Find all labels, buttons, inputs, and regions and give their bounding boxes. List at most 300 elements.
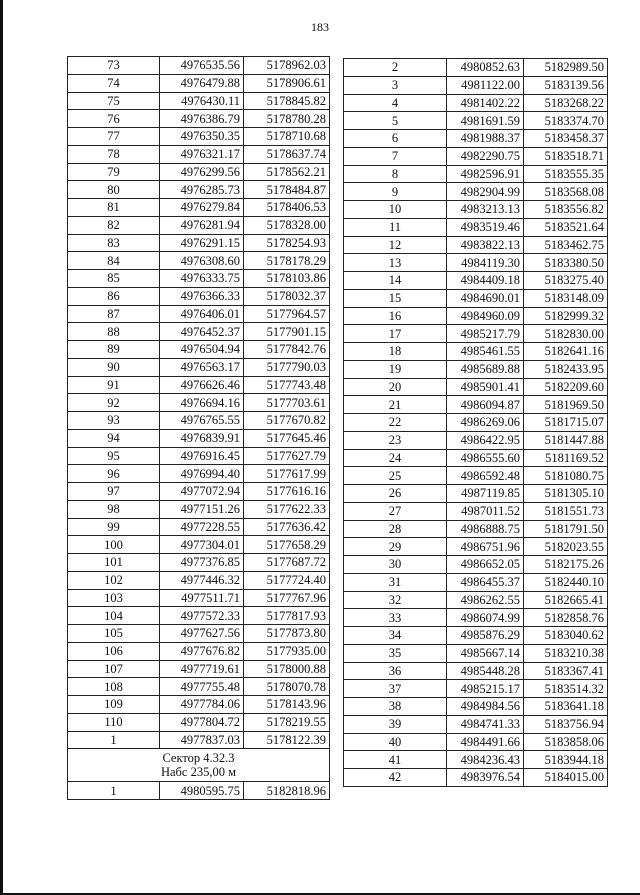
point-number-cell: 30 xyxy=(344,556,447,574)
x-coordinate-cell: 4986751.96 xyxy=(447,538,524,556)
table-row xyxy=(344,644,608,662)
x-coordinate-cell: 4984741.33 xyxy=(447,715,524,733)
y-coordinate-cell: 5183374.70 xyxy=(524,112,608,130)
point-number-cell: 5 xyxy=(344,112,447,130)
y-coordinate-cell: 5182999.32 xyxy=(524,307,608,325)
point-number-cell: 29 xyxy=(344,538,447,556)
x-coordinate-cell: 4985217.79 xyxy=(447,325,524,343)
y-coordinate-cell: 5183380.50 xyxy=(524,254,608,272)
table-row xyxy=(68,57,330,75)
y-coordinate-cell: 5178254.93 xyxy=(244,234,330,252)
y-coordinate-cell: 5181969.50 xyxy=(524,396,608,414)
x-coordinate-cell: 4981691.59 xyxy=(447,112,524,130)
x-coordinate-cell: 4984984.56 xyxy=(447,698,524,716)
y-coordinate-cell: 5183518.71 xyxy=(524,147,608,165)
table-row xyxy=(68,571,330,589)
x-coordinate-cell: 4987011.52 xyxy=(447,502,524,520)
table-row xyxy=(344,325,608,343)
y-coordinate-cell: 5177645.46 xyxy=(244,429,330,447)
y-coordinate-cell: 5183458.37 xyxy=(524,130,608,148)
table-row xyxy=(68,782,330,800)
table-row xyxy=(68,270,330,288)
y-coordinate-cell: 5183040.62 xyxy=(524,627,608,645)
point-number-cell: 26 xyxy=(344,485,447,503)
point-number-cell: 106 xyxy=(68,642,160,660)
point-number-cell: 109 xyxy=(68,696,160,714)
x-coordinate-cell: 4977376.85 xyxy=(160,554,244,572)
table-row xyxy=(344,130,608,148)
point-number-cell: 3 xyxy=(344,76,447,94)
table-row xyxy=(344,662,608,680)
point-number-cell: 27 xyxy=(344,502,447,520)
point-number-cell: 2 xyxy=(344,59,447,77)
x-coordinate-cell: 4976366.33 xyxy=(160,287,244,305)
point-number-cell: 92 xyxy=(68,394,160,412)
y-coordinate-cell: 5183944.18 xyxy=(524,751,608,769)
y-coordinate-cell: 5178219.55 xyxy=(244,713,330,731)
x-coordinate-cell: 4986074.99 xyxy=(447,609,524,627)
table-row xyxy=(344,396,608,414)
y-coordinate-cell: 5178710.68 xyxy=(244,128,330,146)
point-number-cell: 90 xyxy=(68,358,160,376)
table-row xyxy=(68,696,330,714)
x-coordinate-cell: 4983976.54 xyxy=(447,769,524,787)
y-coordinate-cell: 5184015.00 xyxy=(524,769,608,787)
table-row xyxy=(68,376,330,394)
y-coordinate-cell: 5182209.60 xyxy=(524,378,608,396)
table-row xyxy=(344,733,608,751)
point-number-cell: 37 xyxy=(344,680,447,698)
table-row xyxy=(68,713,330,731)
x-coordinate-cell: 4985689.88 xyxy=(447,360,524,378)
point-number-cell: 80 xyxy=(68,181,160,199)
x-coordinate-cell: 4976281.94 xyxy=(160,216,244,234)
point-number-cell: 40 xyxy=(344,733,447,751)
left-table-body xyxy=(68,57,330,800)
table-row xyxy=(344,680,608,698)
point-number-cell: 81 xyxy=(68,199,160,217)
point-number-cell: 84 xyxy=(68,252,160,270)
table-row xyxy=(68,358,330,376)
point-number-cell: 89 xyxy=(68,341,160,359)
point-number-cell: 42 xyxy=(344,769,447,787)
point-number-cell: 34 xyxy=(344,627,447,645)
x-coordinate-cell: 4984491.66 xyxy=(447,733,524,751)
y-coordinate-cell: 5183210.38 xyxy=(524,644,608,662)
table-row xyxy=(344,59,608,77)
table-row xyxy=(344,272,608,290)
sector-subtitle: Набс 235,00 м xyxy=(160,765,237,780)
table-row xyxy=(344,769,608,787)
table-row xyxy=(68,341,330,359)
table-row xyxy=(344,609,608,627)
point-number-cell: 103 xyxy=(68,589,160,607)
point-number-cell: 105 xyxy=(68,625,160,643)
y-coordinate-cell: 5177617.99 xyxy=(244,465,330,483)
point-number-cell: 32 xyxy=(344,591,447,609)
y-coordinate-cell: 5182175.26 xyxy=(524,556,608,574)
y-coordinate-cell: 5178780.28 xyxy=(244,110,330,128)
y-coordinate-cell: 5177767.96 xyxy=(244,589,330,607)
point-number-cell: 1 xyxy=(68,731,160,749)
y-coordinate-cell: 5177703.61 xyxy=(244,394,330,412)
x-coordinate-cell: 4976994.40 xyxy=(160,465,244,483)
table-row xyxy=(344,201,608,219)
point-number-cell: 14 xyxy=(344,272,447,290)
x-coordinate-cell: 4976563.17 xyxy=(160,358,244,376)
x-coordinate-cell: 4977228.55 xyxy=(160,518,244,536)
y-coordinate-cell: 5178122.39 xyxy=(244,731,330,749)
x-coordinate-cell: 4985461.55 xyxy=(447,343,524,361)
x-coordinate-cell: 4986455.37 xyxy=(447,573,524,591)
y-coordinate-cell: 5177627.79 xyxy=(244,447,330,465)
x-coordinate-cell: 4986555.60 xyxy=(447,449,524,467)
x-coordinate-cell: 4977837.03 xyxy=(160,731,244,749)
table-row xyxy=(68,465,330,483)
table-row xyxy=(344,236,608,254)
x-coordinate-cell: 4977151.26 xyxy=(160,500,244,518)
table-row xyxy=(68,518,330,536)
x-coordinate-cell: 4981122.00 xyxy=(447,76,524,94)
x-coordinate-cell: 4985215.17 xyxy=(447,680,524,698)
table-row xyxy=(344,147,608,165)
point-number-cell: 96 xyxy=(68,465,160,483)
point-number-cell: 9 xyxy=(344,183,447,201)
x-coordinate-cell: 4984409.18 xyxy=(447,272,524,290)
table-row xyxy=(68,163,330,181)
point-number-cell: 16 xyxy=(344,307,447,325)
table-row xyxy=(344,254,608,272)
table-row xyxy=(344,165,608,183)
y-coordinate-cell: 5183568.08 xyxy=(524,183,608,201)
x-coordinate-cell: 4976333.75 xyxy=(160,270,244,288)
table-row xyxy=(344,360,608,378)
point-number-cell: 77 xyxy=(68,128,160,146)
y-coordinate-cell: 5178328.00 xyxy=(244,216,330,234)
x-coordinate-cell: 4984236.43 xyxy=(447,751,524,769)
y-coordinate-cell: 5178000.88 xyxy=(244,660,330,678)
table-row xyxy=(344,485,608,503)
table-row xyxy=(68,128,330,146)
y-coordinate-cell: 5177616.16 xyxy=(244,483,330,501)
point-number-cell: 88 xyxy=(68,323,160,341)
y-coordinate-cell: 5182858.76 xyxy=(524,609,608,627)
x-coordinate-cell: 4977572.33 xyxy=(160,607,244,625)
table-row xyxy=(68,199,330,217)
x-coordinate-cell: 4984690.01 xyxy=(447,289,524,307)
y-coordinate-cell: 5178103.86 xyxy=(244,270,330,288)
x-coordinate-cell: 4976308.60 xyxy=(160,252,244,270)
table-row xyxy=(68,252,330,270)
x-coordinate-cell: 4981402.22 xyxy=(447,94,524,112)
y-coordinate-cell: 5178032.37 xyxy=(244,287,330,305)
x-coordinate-cell: 4976406.01 xyxy=(160,305,244,323)
point-number-cell: 104 xyxy=(68,607,160,625)
y-coordinate-cell: 5182641.16 xyxy=(524,343,608,361)
table-row xyxy=(68,412,330,430)
table-row xyxy=(68,216,330,234)
x-coordinate-cell: 4983519.46 xyxy=(447,218,524,236)
x-coordinate-cell: 4982596.91 xyxy=(447,165,524,183)
x-coordinate-cell: 4986269.06 xyxy=(447,414,524,432)
x-coordinate-cell: 4983213.13 xyxy=(447,201,524,219)
point-number-cell: 86 xyxy=(68,287,160,305)
point-number-cell: 21 xyxy=(344,396,447,414)
y-coordinate-cell: 5182023.55 xyxy=(524,538,608,556)
table-row xyxy=(344,715,608,733)
point-number-cell: 12 xyxy=(344,236,447,254)
point-number-cell: 25 xyxy=(344,467,447,485)
point-number-cell: 22 xyxy=(344,414,447,432)
point-number-cell: 24 xyxy=(344,449,447,467)
table-row xyxy=(68,589,330,607)
x-coordinate-cell: 4977804.72 xyxy=(160,713,244,731)
y-coordinate-cell: 5177790.03 xyxy=(244,358,330,376)
point-number-cell: 35 xyxy=(344,644,447,662)
y-coordinate-cell: 5178845.82 xyxy=(244,92,330,110)
y-coordinate-cell: 5183521.64 xyxy=(524,218,608,236)
point-number-cell: 108 xyxy=(68,678,160,696)
x-coordinate-cell: 4985448.28 xyxy=(447,662,524,680)
table-row xyxy=(68,500,330,518)
point-number-cell: 107 xyxy=(68,660,160,678)
x-coordinate-cell: 4984960.09 xyxy=(447,307,524,325)
point-number-cell: 73 xyxy=(68,57,160,75)
y-coordinate-cell: 5177622.33 xyxy=(244,500,330,518)
x-coordinate-cell: 4977755.48 xyxy=(160,678,244,696)
point-number-cell: 79 xyxy=(68,163,160,181)
table-row xyxy=(68,287,330,305)
x-coordinate-cell: 4987119.85 xyxy=(447,485,524,503)
x-coordinate-cell: 4986652.05 xyxy=(447,556,524,574)
table-row xyxy=(68,678,330,696)
point-number-cell: 11 xyxy=(344,218,447,236)
x-coordinate-cell: 4976694.16 xyxy=(160,394,244,412)
table-row xyxy=(344,698,608,716)
table-row xyxy=(68,110,330,128)
x-coordinate-cell: 4986592.48 xyxy=(447,467,524,485)
y-coordinate-cell: 5178178.29 xyxy=(244,252,330,270)
x-coordinate-cell: 4976626.46 xyxy=(160,376,244,394)
table-row xyxy=(344,556,608,574)
x-coordinate-cell: 4986262.55 xyxy=(447,591,524,609)
point-number-cell: 85 xyxy=(68,270,160,288)
x-coordinate-cell: 4977719.61 xyxy=(160,660,244,678)
point-number-cell: 102 xyxy=(68,571,160,589)
x-coordinate-cell: 4986888.75 xyxy=(447,520,524,538)
y-coordinate-cell: 5178906.61 xyxy=(244,74,330,92)
point-number-cell: 7 xyxy=(344,147,447,165)
table-row xyxy=(344,414,608,432)
x-coordinate-cell: 4976321.17 xyxy=(160,145,244,163)
point-number-cell: 17 xyxy=(344,325,447,343)
y-coordinate-cell: 5183139.56 xyxy=(524,76,608,94)
y-coordinate-cell: 5183756.94 xyxy=(524,715,608,733)
point-number-cell: 23 xyxy=(344,431,447,449)
x-coordinate-cell: 4976279.84 xyxy=(160,199,244,217)
table-row xyxy=(68,323,330,341)
point-number-cell: 15 xyxy=(344,289,447,307)
y-coordinate-cell: 5181551.73 xyxy=(524,502,608,520)
table-row xyxy=(344,449,608,467)
table-row xyxy=(344,378,608,396)
table-row xyxy=(344,573,608,591)
y-coordinate-cell: 5182440.10 xyxy=(524,573,608,591)
y-coordinate-cell: 5178637.74 xyxy=(244,145,330,163)
x-coordinate-cell: 4976504.94 xyxy=(160,341,244,359)
y-coordinate-cell: 5177842.76 xyxy=(244,341,330,359)
x-coordinate-cell: 4976916.45 xyxy=(160,447,244,465)
y-coordinate-cell: 5182433.95 xyxy=(524,360,608,378)
point-number-cell: 4 xyxy=(344,94,447,112)
y-coordinate-cell: 5181791.50 xyxy=(524,520,608,538)
table-row xyxy=(344,76,608,94)
table-row xyxy=(68,625,330,643)
x-coordinate-cell: 4976299.56 xyxy=(160,163,244,181)
y-coordinate-cell: 5177873.80 xyxy=(244,625,330,643)
point-number-cell: 36 xyxy=(344,662,447,680)
table-row xyxy=(68,607,330,625)
point-number-cell: 78 xyxy=(68,145,160,163)
x-coordinate-cell: 4976765.55 xyxy=(160,412,244,430)
x-coordinate-cell: 4977304.01 xyxy=(160,536,244,554)
table-row xyxy=(68,447,330,465)
x-coordinate-cell: 4986094.87 xyxy=(447,396,524,414)
table-row xyxy=(68,731,330,749)
y-coordinate-cell: 5183641.18 xyxy=(524,698,608,716)
table-row xyxy=(344,343,608,361)
point-number-cell: 8 xyxy=(344,165,447,183)
point-number-cell: 94 xyxy=(68,429,160,447)
x-coordinate-cell: 4977511.71 xyxy=(160,589,244,607)
table-row xyxy=(344,289,608,307)
x-coordinate-cell: 4984119.30 xyxy=(447,254,524,272)
table-row xyxy=(68,92,330,110)
point-number-cell: 41 xyxy=(344,751,447,769)
sector-header-row xyxy=(68,749,330,782)
point-number-cell: 33 xyxy=(344,609,447,627)
point-number-cell: 83 xyxy=(68,234,160,252)
y-coordinate-cell: 5177817.93 xyxy=(244,607,330,625)
x-coordinate-cell: 4976839.91 xyxy=(160,429,244,447)
table-row xyxy=(68,74,330,92)
point-number-cell: 28 xyxy=(344,520,447,538)
table-row xyxy=(68,429,330,447)
sector-title: Сектор 4.32.3 xyxy=(162,751,235,766)
scan-left-border xyxy=(0,0,3,895)
y-coordinate-cell: 5178484.87 xyxy=(244,181,330,199)
y-coordinate-cell: 5177743.48 xyxy=(244,376,330,394)
y-coordinate-cell: 5177658.29 xyxy=(244,536,330,554)
x-coordinate-cell: 4985876.29 xyxy=(447,627,524,645)
point-number-cell: 10 xyxy=(344,201,447,219)
y-coordinate-cell: 5178962.03 xyxy=(244,57,330,75)
table-row xyxy=(344,431,608,449)
table-row xyxy=(68,305,330,323)
x-coordinate-cell: 4980852.63 xyxy=(447,59,524,77)
table-row xyxy=(68,660,330,678)
x-coordinate-cell: 4985667.14 xyxy=(447,644,524,662)
point-number-cell: 87 xyxy=(68,305,160,323)
x-coordinate-cell: 4976535.56 xyxy=(160,57,244,75)
x-coordinate-cell: 4976285.73 xyxy=(160,181,244,199)
x-coordinate-cell: 4980595.75 xyxy=(160,782,244,800)
table-row xyxy=(68,536,330,554)
point-number-cell: 91 xyxy=(68,376,160,394)
table-row xyxy=(68,642,330,660)
y-coordinate-cell: 5178406.53 xyxy=(244,199,330,217)
left-coordinates-table xyxy=(67,56,330,800)
page-number: 183 xyxy=(311,20,329,34)
point-number-cell: 100 xyxy=(68,536,160,554)
right-table-body xyxy=(344,59,608,787)
table-row xyxy=(344,538,608,556)
y-coordinate-cell: 5181447.88 xyxy=(524,431,608,449)
y-coordinate-cell: 5178070.78 xyxy=(244,678,330,696)
point-number-cell: 95 xyxy=(68,447,160,465)
table-row xyxy=(344,502,608,520)
y-coordinate-cell: 5181169.52 xyxy=(524,449,608,467)
point-number-cell: 97 xyxy=(68,483,160,501)
y-coordinate-cell: 5177636.42 xyxy=(244,518,330,536)
x-coordinate-cell: 4985901.41 xyxy=(447,378,524,396)
x-coordinate-cell: 4977784.06 xyxy=(160,696,244,714)
point-number-cell: 93 xyxy=(68,412,160,430)
point-number-cell: 99 xyxy=(68,518,160,536)
y-coordinate-cell: 5181080.75 xyxy=(524,467,608,485)
point-number-cell: 76 xyxy=(68,110,160,128)
y-coordinate-cell: 5181305.10 xyxy=(524,485,608,503)
y-coordinate-cell: 5183268.22 xyxy=(524,94,608,112)
y-coordinate-cell: 5183275.40 xyxy=(524,272,608,290)
table-row xyxy=(68,145,330,163)
x-coordinate-cell: 4986422.95 xyxy=(447,431,524,449)
y-coordinate-cell: 5181715.07 xyxy=(524,414,608,432)
point-number-cell: 75 xyxy=(68,92,160,110)
y-coordinate-cell: 5177964.57 xyxy=(244,305,330,323)
point-number-cell: 6 xyxy=(344,130,447,148)
table-row xyxy=(344,627,608,645)
y-coordinate-cell: 5177901.15 xyxy=(244,323,330,341)
y-coordinate-cell: 5178143.96 xyxy=(244,696,330,714)
x-coordinate-cell: 4982290.75 xyxy=(447,147,524,165)
table-row xyxy=(344,467,608,485)
y-coordinate-cell: 5177935.00 xyxy=(244,642,330,660)
table-row xyxy=(344,94,608,112)
y-coordinate-cell: 5177670.82 xyxy=(244,412,330,430)
x-coordinate-cell: 4983822.13 xyxy=(447,236,524,254)
right-coordinates-table xyxy=(343,58,608,787)
y-coordinate-cell: 5182818.96 xyxy=(244,782,330,800)
y-coordinate-cell: 5183858.06 xyxy=(524,733,608,751)
table-row xyxy=(344,591,608,609)
table-row xyxy=(344,751,608,769)
y-coordinate-cell: 5182830.00 xyxy=(524,325,608,343)
x-coordinate-cell: 4977072.94 xyxy=(160,483,244,501)
x-coordinate-cell: 4976452.37 xyxy=(160,323,244,341)
point-number-cell: 39 xyxy=(344,715,447,733)
x-coordinate-cell: 4976291.15 xyxy=(160,234,244,252)
point-number-cell: 101 xyxy=(68,554,160,572)
y-coordinate-cell: 5183555.35 xyxy=(524,165,608,183)
table-row xyxy=(344,183,608,201)
point-number-cell: 110 xyxy=(68,713,160,731)
x-coordinate-cell: 4981988.37 xyxy=(447,130,524,148)
y-coordinate-cell: 5183367.41 xyxy=(524,662,608,680)
y-coordinate-cell: 5177724.40 xyxy=(244,571,330,589)
point-number-cell: 18 xyxy=(344,343,447,361)
y-coordinate-cell: 5183514.32 xyxy=(524,680,608,698)
